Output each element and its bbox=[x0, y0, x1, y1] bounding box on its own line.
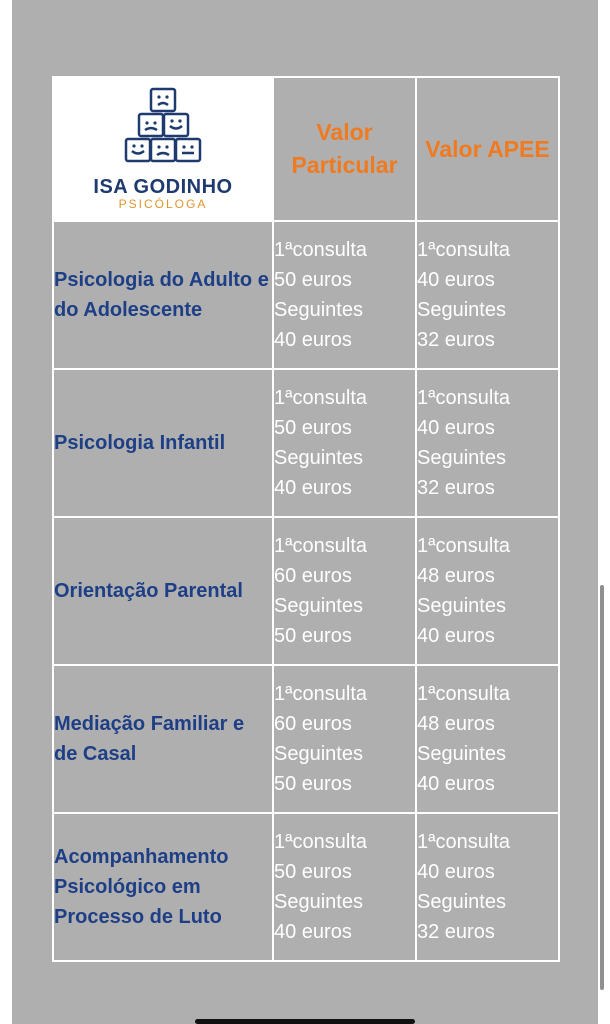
price-line: Seguintes bbox=[274, 595, 363, 617]
service-name: Psicologia Infantil bbox=[53, 369, 273, 517]
home-indicator[interactable] bbox=[195, 1019, 415, 1024]
price-line: 40 euros bbox=[417, 417, 495, 439]
price-line: 50 euros bbox=[274, 773, 352, 795]
price-particular bbox=[273, 813, 416, 961]
price-particular bbox=[273, 517, 416, 665]
price-line: 32 euros bbox=[417, 477, 495, 499]
price-line: Seguintes bbox=[274, 743, 363, 765]
price-line: Seguintes bbox=[417, 595, 506, 617]
logo-name: ISA GODINHO bbox=[93, 176, 233, 198]
service-name: Orientação Parental bbox=[53, 517, 273, 665]
price-apee bbox=[416, 665, 559, 813]
price-line: 32 euros bbox=[417, 921, 495, 943]
table-row bbox=[53, 665, 559, 813]
price-line: Seguintes bbox=[417, 743, 506, 765]
price-line: 40 euros bbox=[274, 921, 352, 943]
service-name: Psicologia do Adulto e do Adolescente bbox=[53, 221, 273, 369]
price-line: 1ªconsulta bbox=[417, 831, 511, 853]
price-line: Seguintes bbox=[417, 299, 506, 321]
price-line: 40 euros bbox=[417, 625, 495, 647]
header-valor-apee: Valor APEE bbox=[416, 77, 559, 221]
price-line: 1ªconsulta bbox=[417, 683, 511, 705]
table-row bbox=[53, 813, 559, 961]
table-row bbox=[53, 517, 559, 665]
price-line: 48 euros bbox=[417, 713, 495, 735]
price-line: 50 euros bbox=[274, 417, 352, 439]
table-row bbox=[53, 221, 559, 369]
price-line: 50 euros bbox=[274, 625, 352, 647]
price-line: Seguintes bbox=[274, 299, 363, 321]
table-row bbox=[53, 369, 559, 517]
scrollbar[interactable] bbox=[600, 585, 604, 990]
price-line: Seguintes bbox=[417, 447, 506, 469]
price-apee bbox=[416, 813, 559, 961]
price-line: Seguintes bbox=[274, 891, 363, 913]
price-line: 1ªconsulta bbox=[274, 535, 368, 557]
price-line: 50 euros bbox=[274, 269, 352, 291]
price-line: 40 euros bbox=[274, 329, 352, 351]
price-apee bbox=[416, 221, 559, 369]
price-line: 48 euros bbox=[417, 565, 495, 587]
service-name: Mediação Familiar e de Casal bbox=[53, 665, 273, 813]
price-line: 40 euros bbox=[417, 269, 495, 291]
price-line: 1ªconsulta bbox=[417, 387, 511, 409]
price-particular bbox=[273, 665, 416, 813]
price-line: 1ªconsulta bbox=[274, 239, 368, 261]
price-apee bbox=[416, 517, 559, 665]
price-line: Seguintes bbox=[417, 891, 506, 913]
price-line: 50 euros bbox=[274, 861, 352, 883]
price-apee bbox=[416, 369, 559, 517]
price-line: 60 euros bbox=[274, 565, 352, 587]
price-table bbox=[52, 76, 560, 962]
price-line: 1ªconsulta bbox=[274, 387, 368, 409]
price-line: 60 euros bbox=[274, 713, 352, 735]
logo-subtitle: PSICÓLOGA bbox=[118, 197, 208, 211]
price-line: 40 euros bbox=[417, 861, 495, 883]
price-line: 1ªconsulta bbox=[274, 683, 368, 705]
price-line: 1ªconsulta bbox=[417, 239, 511, 261]
header-valor-particular: Valor Particular bbox=[273, 77, 416, 221]
price-particular bbox=[273, 221, 416, 369]
price-line: 40 euros bbox=[274, 477, 352, 499]
price-line: 1ªconsulta bbox=[274, 831, 368, 853]
price-particular bbox=[273, 369, 416, 517]
service-name: Acompanhamento Psicológico em Processo de Luto bbox=[53, 813, 273, 961]
logo-icon bbox=[118, 87, 208, 167]
price-line: Seguintes bbox=[274, 447, 363, 469]
table-header-row bbox=[53, 77, 559, 221]
price-line: 40 euros bbox=[417, 773, 495, 795]
logo-cell bbox=[53, 77, 273, 221]
price-line: 1ªconsulta bbox=[417, 535, 511, 557]
price-line: 32 euros bbox=[417, 329, 495, 351]
